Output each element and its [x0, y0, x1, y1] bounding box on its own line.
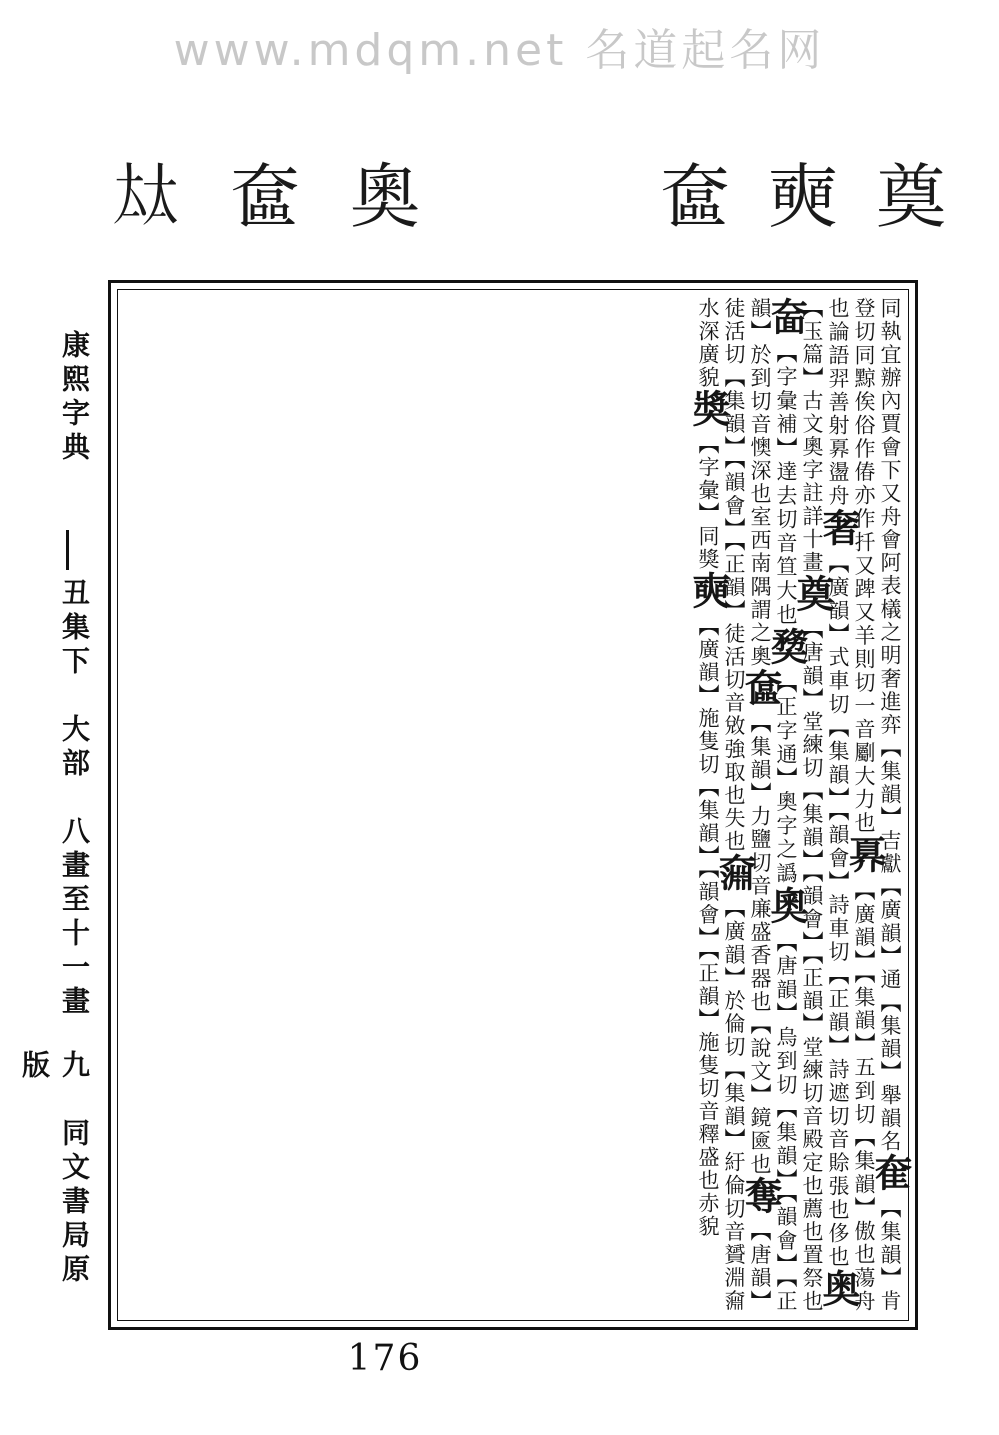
entry-definition: 【字彙】同獎 — [696, 433, 720, 571]
entry-definition: 【集韻】力鹽切音廉盛香器也【說文】鏡匳也 — [748, 712, 772, 1177]
entry-head-character: 奪 — [738, 1176, 783, 1221]
seal-characters-right — [660, 152, 946, 242]
seal-glyph: 奧 — [350, 156, 420, 238]
entry-head-character: 奬 — [686, 389, 731, 433]
seal-glyph: 奩 — [230, 156, 300, 238]
entry-definition: 【集韻】肯登切同黥俟俗作偆亦作扦又䠋又羊則切一音劚大力也 — [852, 297, 902, 1314]
entry-definition: 【唐韻】徒活切【集韻】【韻會】【正韻】徒活切音敓強取也失也 — [722, 297, 772, 1314]
dictionary-entry — [764, 627, 809, 886]
entry-definition: 【正字通】奧字之譌 — [774, 671, 798, 886]
entry-definition: 【唐韻】堂練切【集韻】【韻會】【正韻】堂練切音殿定也薦也置祭也 — [800, 618, 824, 1314]
dictionary-entry — [738, 668, 783, 1177]
dictionary-body — [123, 297, 913, 1314]
seal-glyph: 奩 — [660, 156, 730, 238]
dictionary-entry — [764, 297, 809, 628]
edition-label: 九 同文書局原版 — [18, 1050, 91, 1288]
side-header — [18, 330, 94, 1290]
section-label: 丑集下 大部 八畫至十一畫 — [58, 578, 91, 1020]
dictionary-entry — [790, 574, 835, 1314]
entry-head-character: 奫 — [712, 853, 757, 898]
entry-definition: 【字彙補】達去切音笪大也 — [774, 341, 798, 628]
entry-head-character: 奢 — [816, 508, 861, 553]
dictionary-entry — [878, 297, 902, 1153]
entry-definition: 【廣韻】於倫切【集韻】紆倫切音贇淵奫水深廣貌 — [696, 297, 746, 1314]
text-frame — [108, 280, 918, 1330]
seal-glyph: 𡘋 — [110, 156, 180, 238]
entry-definition: 【廣韻】式車切【集韻】【韻會】詩車切【正韻】詩遮切音賒張也侈也 — [826, 552, 850, 1270]
seal-glyph: 奭 — [768, 156, 838, 238]
entry-definition: 【唐韻】烏到切【集韻】【韻會】【正韻】於到切音懊深也室西南隅謂之奧 — [748, 297, 798, 1314]
dictionary-entry — [686, 389, 731, 571]
seal-characters-left — [110, 152, 420, 242]
entry-head-character: 奦 — [764, 627, 809, 672]
dictionary-entry — [686, 571, 731, 1238]
entry-head-character: 奩 — [738, 668, 783, 713]
divider — [66, 530, 69, 570]
entry-head-character: 奞 — [868, 1153, 913, 1198]
entry-head-character: 奭 — [686, 571, 731, 615]
entry-head-character: 奧 — [764, 885, 809, 931]
entry-definition: 【廣韻】【集韻】五到切【集韻】傲也蕩舟也論語羿善射奡盪舟 — [826, 297, 876, 1314]
book-title: 康熙字典 — [58, 330, 91, 466]
entry-head-character: 奠 — [790, 574, 835, 619]
entry-head-character: 奡 — [842, 835, 887, 880]
entry-definition: 【玉篇】古文奧字註詳十畫 — [800, 297, 824, 575]
watermark: www.mdqm.net 名道起名网 — [173, 25, 826, 76]
entry-definition: 同執宜辦內賈會下又舟會阿表檥之明奢進弈【集韻】吉獻【廣韻】通【集韻】舉韻名 — [878, 297, 902, 1154]
entry-head-character: 奤 — [764, 297, 809, 342]
page-number: 176 — [347, 1338, 423, 1379]
seal-glyph: 奠 — [876, 156, 946, 238]
entry-definition: 【廣韻】施隻切【集韻】【韻會】【正韻】施隻切音釋盛也赤貌 — [696, 615, 720, 1238]
entry-head-character: 奥 — [816, 1269, 861, 1314]
